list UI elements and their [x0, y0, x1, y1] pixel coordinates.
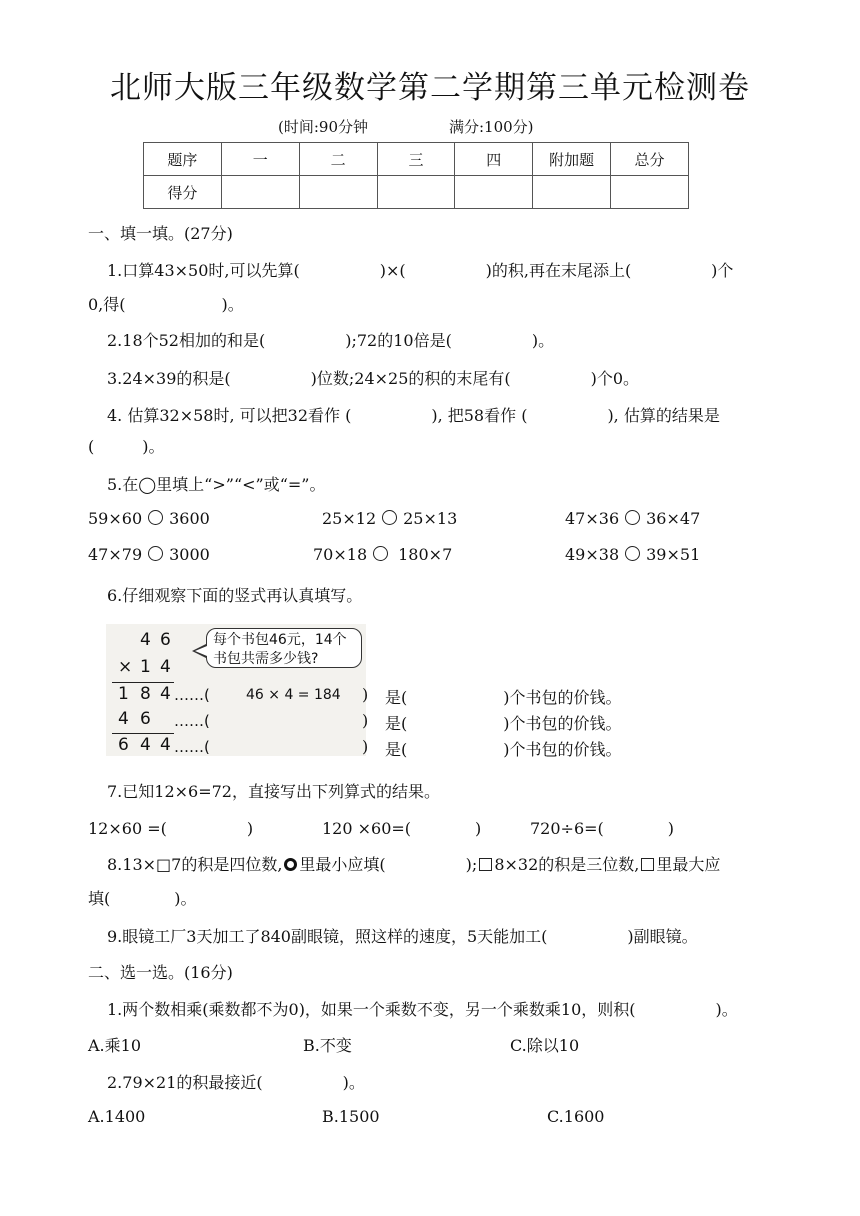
section2-heading: 二、选一选。(16分): [88, 963, 233, 982]
score-table: [143, 142, 689, 209]
score-header-cell: 总分: [611, 143, 689, 176]
digit: 8: [140, 684, 151, 704]
compare-right: 25×13: [403, 509, 458, 528]
q2: 2.18个52相加的和是( );72的10倍是( )。: [107, 331, 555, 350]
section1-heading: 一、填一填。(27分): [88, 224, 233, 243]
digit: 4: [140, 630, 151, 650]
score-cell: [611, 176, 689, 209]
score-cell: [377, 176, 455, 209]
s2-q2-option[interactable]: A.1400: [88, 1107, 146, 1126]
bubble-tail-fill: [195, 646, 207, 656]
s2-q2-option[interactable]: C.1600: [547, 1107, 605, 1126]
digit: 1: [118, 684, 129, 704]
q8-part: 8.13×□7的积是四位数,: [107, 855, 283, 874]
compare-circle[interactable]: [382, 510, 397, 525]
score-header-cell: 四: [455, 143, 533, 176]
score-header-cell: 题序: [144, 143, 222, 176]
q7-item: 720÷6=( ): [530, 819, 675, 838]
compare-left: 25×12: [322, 509, 377, 528]
compare-circle[interactable]: [373, 546, 388, 561]
compare-item: [322, 509, 457, 528]
square-box-icon: [479, 858, 492, 871]
q8-part: 里最大应: [656, 855, 721, 874]
compare-circle[interactable]: [148, 546, 163, 561]
digit: 1: [140, 657, 151, 677]
compare-right: 39×51: [646, 545, 701, 564]
q7-item: 120 ×60=( ): [322, 819, 482, 838]
digit: 4: [118, 709, 129, 729]
s2-q2: 2.79×21的积最接近( )。: [107, 1073, 365, 1092]
q9: 9.眼镜工厂3天加工了840副眼镜，照这样的速度，5天能加工( )副眼镜。: [107, 927, 698, 946]
exam-time: (时间:90分钟: [278, 118, 368, 136]
digit: 6: [140, 709, 151, 729]
exam-full-score: 满分:100分): [449, 118, 534, 136]
q8-line2: 填( )。: [88, 889, 197, 908]
compare-right: 180×7: [398, 545, 453, 564]
compare-right: 3000: [169, 545, 210, 564]
bubble-line2: 书包共需多少钱?: [213, 651, 319, 667]
compare-item: [88, 545, 210, 564]
s2-q1-option[interactable]: A.乘10: [88, 1036, 142, 1055]
q6: 6.仔细观察下面的竖式再认真填写。: [107, 586, 363, 605]
score-header-cell: 一: [221, 143, 299, 176]
dots-paren: ……(: [174, 738, 210, 756]
s2-q1-option[interactable]: B.不变: [303, 1036, 352, 1055]
compare-left: 47×36: [565, 509, 620, 528]
q4-line1: 4. 估算32×58时, 可以把32看作 ( ), 把58看作 ( ), 估算的结果是: [107, 406, 720, 425]
q1-line2: 0,得( )。: [88, 295, 244, 314]
score-cell: [455, 176, 533, 209]
times-sign: ×: [118, 657, 133, 677]
compare-circle[interactable]: [148, 510, 163, 525]
score-header-cell: 二: [299, 143, 377, 176]
rule-line: [112, 733, 174, 734]
compare-circle[interactable]: [625, 510, 640, 525]
q4-line2: ( )。: [88, 437, 165, 456]
compare-item: [88, 509, 210, 528]
square-box-icon: [641, 858, 654, 871]
compare-right: 36×47: [646, 509, 701, 528]
q6-answer-line: 是( )个书包的价钱。: [385, 714, 622, 733]
compare-right: 3600: [169, 509, 210, 528]
s2-q2-option[interactable]: B.1500: [322, 1107, 380, 1126]
q6-answer-line: 是( )个书包的价钱。: [385, 688, 622, 707]
rule-line: [112, 682, 174, 683]
compare-item: [565, 509, 700, 528]
digit: 6: [118, 735, 129, 755]
digit: 4: [160, 684, 171, 704]
compare-circle[interactable]: [625, 546, 640, 561]
compare-item: [313, 545, 452, 564]
speech-bubble: [206, 628, 362, 668]
q8-part: 8×32的积是三位数,: [494, 855, 640, 874]
q6-answer-line: 是( )个书包的价钱。: [385, 740, 622, 759]
compare-left: 70×18: [313, 545, 368, 564]
q8-line1: [107, 852, 720, 875]
filled-circle-icon: [284, 858, 297, 871]
dots-paren: ……(: [174, 712, 210, 730]
digit: 6: [160, 630, 171, 650]
q3: 3.24×39的积是( )位数;24×25的积的末尾有( )个0。: [107, 369, 640, 388]
compare-item: [565, 545, 700, 564]
score-cell: [221, 176, 299, 209]
bubble-line1: 每个书包46元，14个: [213, 632, 347, 648]
q5: 5.在◯里填上“>”“<”或“=”。: [107, 475, 326, 494]
s2-q1: 1.两个数相乘(乘数都不为0)，如果一个乘数不变，另一个乘数乘10，则积( )。: [107, 1000, 738, 1019]
q1-line1: 1.口算43×50时,可以先算( )×( )的积,再在末尾添上( )个: [107, 261, 734, 280]
q6-close-paren: ): [362, 711, 369, 730]
compare-left: 47×79: [88, 545, 143, 564]
dots-paren: ……(: [174, 686, 210, 704]
s2-q1-option[interactable]: C.除以10: [510, 1036, 580, 1055]
digit: 4: [160, 657, 171, 677]
q6-close-paren: ): [362, 685, 369, 704]
q6-close-paren: ): [362, 737, 369, 756]
q7: 7.已知12×6=72，直接写出下列算式的结果。: [107, 782, 440, 801]
calc-example: 46 × 4 = 184: [246, 687, 341, 703]
compare-left: 49×38: [565, 545, 620, 564]
digit: 4: [160, 735, 171, 755]
score-row-label: 得分: [144, 176, 222, 209]
score-cell: [299, 176, 377, 209]
score-cell: [533, 176, 611, 209]
q7-item: 12×60 =( ): [88, 819, 254, 838]
score-header-cell: 附加题: [533, 143, 611, 176]
page-title: 北师大版三年级数学第二学期第三单元检测卷: [110, 70, 750, 106]
q8-part: 里最小应填( );: [299, 855, 478, 874]
score-header-cell: 三: [377, 143, 455, 176]
compare-left: 59×60: [88, 509, 143, 528]
digit: 4: [140, 735, 151, 755]
vertical-multiplication-figure: [106, 624, 369, 756]
